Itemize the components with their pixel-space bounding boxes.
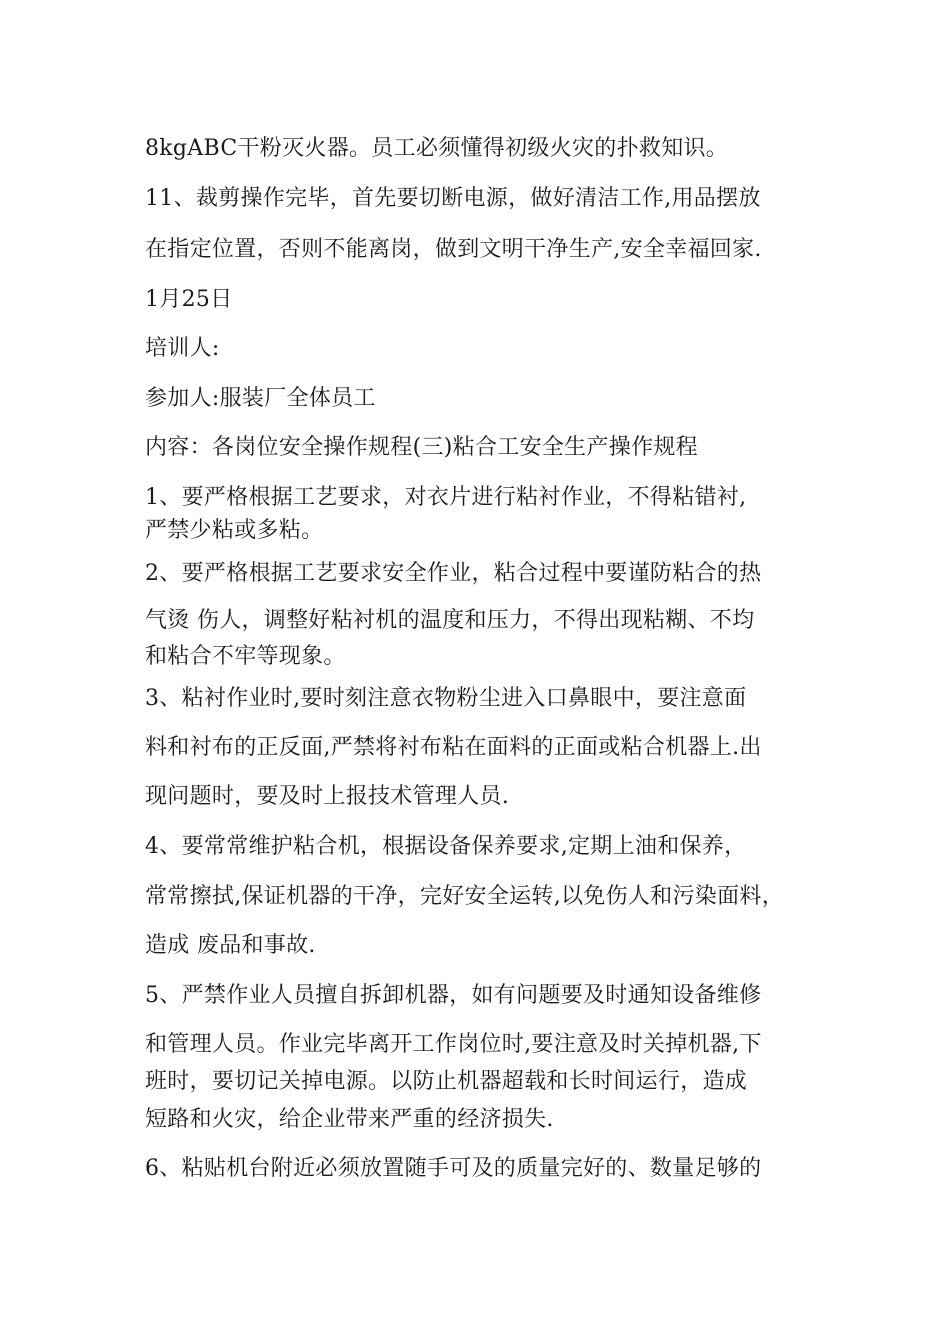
- text-line: 料和衬布的正反面,严禁将衬布粘在面料的正面或粘合机器上.出: [145, 735, 762, 760]
- text-line: 参加人:服装厂全体员工: [145, 386, 376, 411]
- text-line: 短路和火灾，给企业带来严重的经济损失.: [145, 1107, 554, 1132]
- text-line: 11、裁剪操作完毕，首先要切断电源，做好清洁工作,用品摆放: [145, 186, 761, 211]
- text-line: 1月25日: [145, 287, 233, 312]
- text-line: 严禁少粘或多粘。: [145, 518, 324, 543]
- text-line: 1、要严格根据工艺要求，对衣片进行粘衬作业，不得粘错衬,: [145, 485, 747, 510]
- text-line: 现问题时，要及时上报技术管理人员.: [145, 784, 510, 809]
- text-line: 培训人:: [145, 336, 220, 361]
- text-line: 4、要常常维护粘合机，根据设备保养要求,定期上油和保养，: [145, 834, 747, 859]
- text-line: 和管理人员。作业完毕离开工作岗位时,要注意及时关掉机器,下: [145, 1032, 762, 1057]
- text-line: 内容：各岗位安全操作规程(三)粘合工安全生产操作规程: [145, 435, 698, 460]
- text-line: 气烫 伤人，调整好粘衬机的温度和压力，不得出现粘糊、不均: [145, 608, 755, 633]
- text-line: 和粘合不牢等现象。: [145, 644, 346, 669]
- text-line: 班时，要切记关掉电源。以防止机器超载和长时间运行，造成: [145, 1069, 748, 1094]
- text-line: 常常擦拭,保证机器的干净，完好安全运转,以免伤人和污染面料，: [145, 884, 784, 909]
- text-line: 造成 废品和事故.: [145, 933, 316, 958]
- text-line: 6、粘贴机台附近必须放置随手可及的质量完好的、数量足够的: [145, 1156, 762, 1181]
- text-line: 在指定位置，否则不能离岗，做到文明干净生产,安全幸福回家.: [145, 237, 762, 262]
- text-line: 5、严禁作业人员擅自拆卸机器，如有问题要及时通知设备维修: [145, 983, 762, 1008]
- text-line: 3、粘衬作业时,要时刻注意衣物粉尘进入口鼻眼中，要注意面: [145, 686, 747, 711]
- text-line: 8kgABC干粉灭火器。员工必须懂得初级火灾的扑救知识。: [145, 136, 729, 161]
- text-line: 2、要严格根据工艺要求安全作业，粘合过程中要谨防粘合的热: [145, 561, 762, 586]
